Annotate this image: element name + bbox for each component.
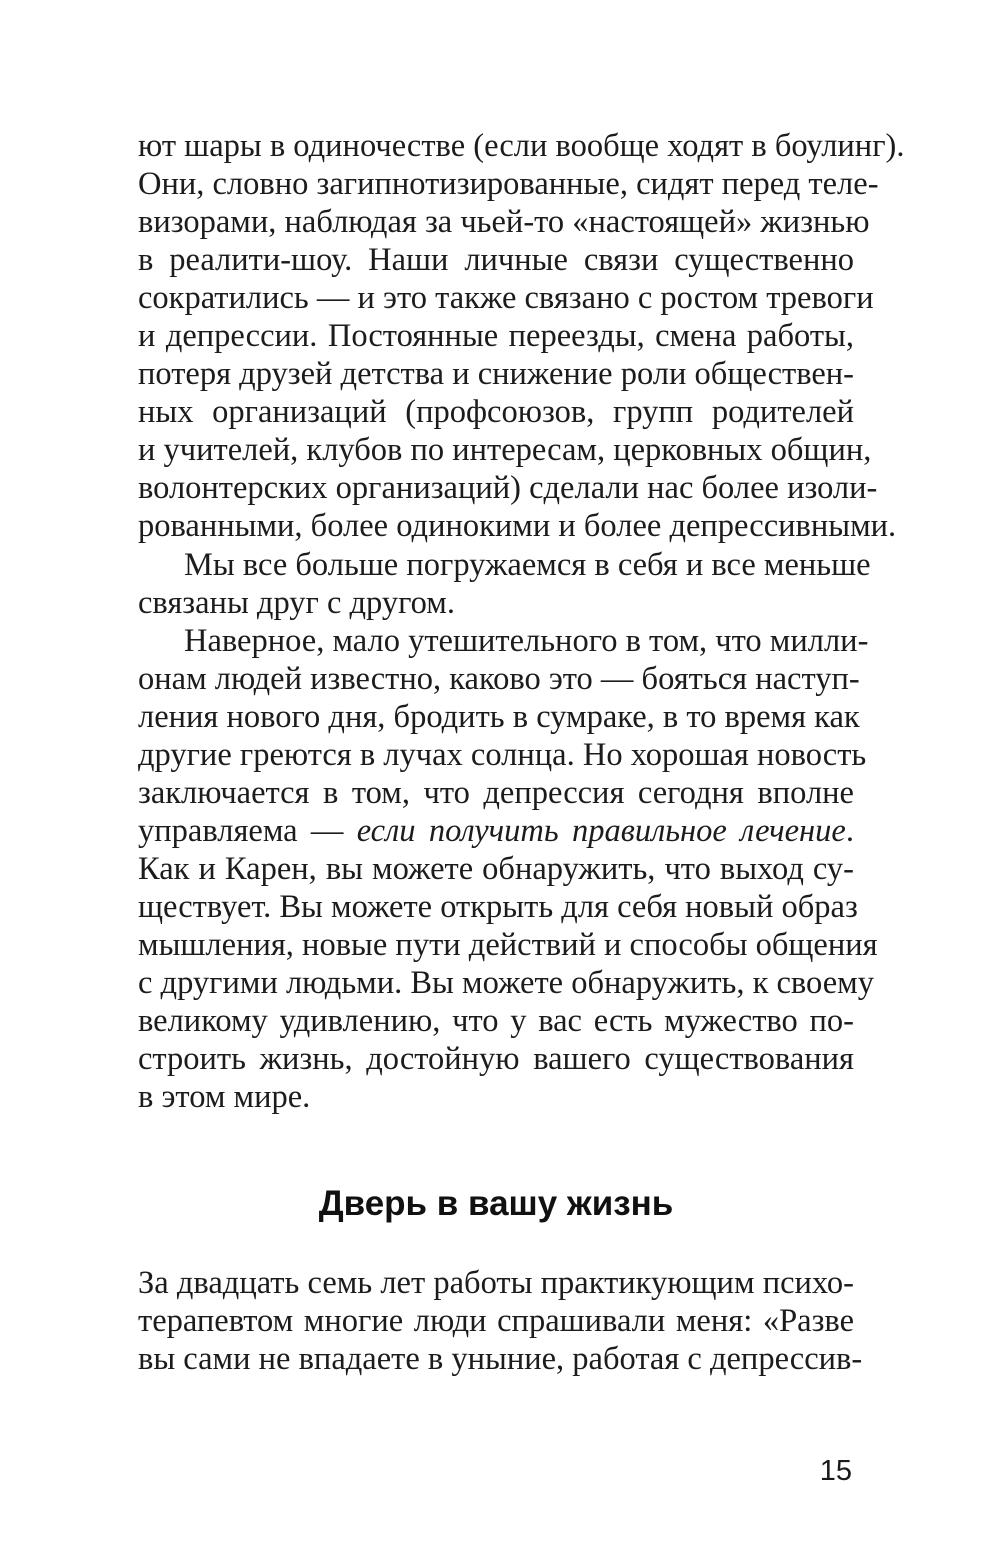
paragraph xyxy=(138,546,871,622)
text-line: ных организаций (профсоюзов, групп родителей xyxy=(138,394,854,430)
paragraph xyxy=(138,1264,863,1378)
text-line: Мы все больше погружаемся в себя и все меньше xyxy=(184,547,871,583)
text-line: строить жизнь, достойную вашего существования xyxy=(138,1041,854,1077)
italic-emphasis: если получить правильное лечение xyxy=(356,813,846,849)
text-segment: . xyxy=(845,813,854,849)
text-line: За двадцать семь лет работы практикующим психо- xyxy=(138,1265,854,1301)
text-line: сократились — и это также связано с ростом тревоги xyxy=(138,280,874,316)
text-line: ления нового дня, бродить в сумраке, в то время как xyxy=(138,699,860,735)
text-line: великому удивлению, что у вас есть мужество по- xyxy=(138,1003,854,1039)
text-line: заключается в том, что депрессия сегодня вполне xyxy=(138,775,854,811)
text-line: другие греются в лучах солнца. Но хорошая новость xyxy=(138,737,867,773)
text-line: волонтерских организаций) сделали нас более изоли- xyxy=(138,470,878,506)
text-line: ществует. Вы можете открыть для себя новый образ xyxy=(138,889,858,925)
text-line: вы сами не впадаете в уныние, работая с депрессив- xyxy=(138,1341,863,1377)
text-line: Они, словно загипнотизированные, сидят перед теле- xyxy=(138,166,879,202)
text-line: Наверное, мало утешительного в том, что милли- xyxy=(184,623,869,659)
text-line: и учителей, клубов по интересам, церковных общин, xyxy=(138,432,872,468)
text-line: онам людей известно, каково это — бояться наступ- xyxy=(138,661,860,697)
text-line: в этом мире. xyxy=(138,1079,311,1115)
text-line: и депрессии. Постоянные переезды, смена работы, xyxy=(138,318,854,354)
text-line: рованными, более одинокими и более депрессивными. xyxy=(138,508,897,544)
text-line: Как и Карен, вы можете обнаружить, что выход су- xyxy=(138,851,854,887)
text-line: в реалити-шоу. Наши личные связи существенно xyxy=(138,242,854,278)
text-line: мышления, новые пути действий и способы общения xyxy=(138,927,878,963)
text-line: потеря друзей детства и снижение роли обществен- xyxy=(138,356,854,392)
section-heading: Дверь в вашу жизнь xyxy=(318,1184,674,1223)
paragraph xyxy=(138,622,878,1116)
text-line: ют шары в одиночестве (если вообще ходят в боулинг). xyxy=(138,128,905,164)
text-line: терапевтом многие люди спрашивали меня: «Разве xyxy=(138,1303,854,1339)
text-line: с другими людьми. Вы можете обнаружить, к своему xyxy=(138,965,874,1001)
text-line: визорами, наблюдая за чьей-то «настоящей» жизнью xyxy=(138,204,870,240)
paragraph xyxy=(138,127,905,545)
page-number: 15 xyxy=(819,1455,852,1487)
text-line xyxy=(138,812,854,850)
text-segment: управляема — xyxy=(138,813,357,849)
text-line: связаны друг с другом. xyxy=(138,585,455,621)
